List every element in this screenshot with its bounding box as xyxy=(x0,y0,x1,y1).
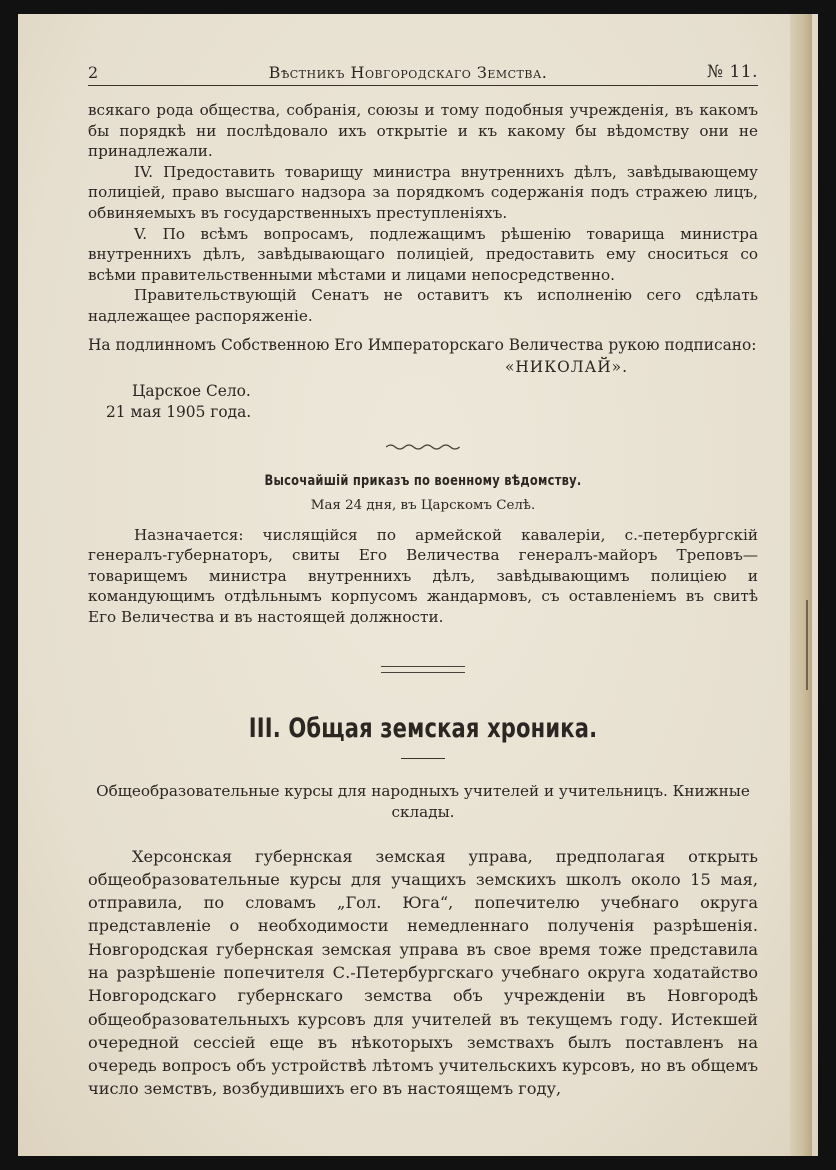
decree-paragraph: IV. Предоставить товарищу министра внутреннихъ дѣлъ, завѣдывающему полиціей, право высшаго надзора за порядкомъ содержанія подъ стражею лицъ, обвиняемыхъ въ государственныхъ преступленіяхъ. xyxy=(88,162,758,222)
signature-name: «НИКОЛАЙ». xyxy=(504,357,628,376)
issue-number: № 11. xyxy=(706,62,758,82)
page-number: 2 xyxy=(88,63,99,82)
decree-paragraph: Правительствующій Сенатъ не оставитъ къ исполненію сего сдѣлать надлежащее распоряженіе. xyxy=(88,286,758,325)
wavy-ornament xyxy=(386,443,460,451)
page-fold-mark xyxy=(806,600,808,690)
chronicle-paragraph: Херсонская губернская земская управа, предполагая открыть общеобразовательные курсы для учащихъ земскихъ школъ около 15 мая, отправила, по словамъ „Гол. Юга“, попечителю учебнаго округа представленіе о необходимости немедленнаго полученія разрѣшенія. Новгородская губернская земская управа въ свое время тоже представила на разрѣшеніе попечителя С.-Петербургскаго учебнаго округа ходатайство Новгородскаго губернскаго земства объ учрежденіи въ Новгородѣ общеобразовательныхъ курсовъ для учителей въ текущемъ году. Истекшей очередной сессіей еще въ нѣкоторыхъ земствахъ былъ поставленъ на очередь вопросъ объ устройствѣ лѣтомъ учительскихъ курсовъ, но въ общемъ число земствъ, возбудившихъ его въ настоящемъ году, xyxy=(88,846,758,1099)
decree-text xyxy=(88,100,758,327)
page-edge xyxy=(790,14,812,1156)
title-underline xyxy=(401,758,445,759)
signature-line: На подлинномъ Собственною Его Императорскаго Величества рукою подписано: xyxy=(88,335,757,354)
section-divider xyxy=(381,666,465,673)
order-title: Высочайшій приказъ по военному вѣдомству. xyxy=(264,472,582,489)
decree-place: Царское Село. xyxy=(132,381,251,400)
journal-title: Вѣстникъ Новгородскаго Земства. xyxy=(268,63,548,82)
decree-paragraph: всякаго рода общества, собранія, союзы и тому подобныя учрежденія, въ какомъ бы порядкѣ ни послѣдовало ихъ открытіе и къ какому бы вѣдомству они не принадлежали. xyxy=(88,101,758,161)
chronicle-text xyxy=(88,845,758,1101)
header-rule xyxy=(88,85,758,86)
order-body: Назначается: числящійся по армейской кавалеріи, с.-петербургскій генералъ-губернаторъ, свиты Его Величества генералъ-майоръ Треповъ—товарищемъ министра внутреннихъ дѣлъ, завѣдывающимъ полиціею и командующимъ отдѣльнымъ корпусомъ жандармовъ, съ оставленіемъ въ свитѣ Его Величества и въ настоящей должности. xyxy=(88,525,758,626)
page-content xyxy=(88,58,758,1101)
article-subtitle: Общеобразовательные курсы для народныхъ учителей и учительницъ. Книжные склады. xyxy=(96,781,750,821)
running-header xyxy=(88,58,758,82)
order-date: Мая 24 дня, въ Царскомъ Селѣ. xyxy=(310,497,536,513)
section-title: III. Общая земская хроника. xyxy=(248,712,598,744)
decree-date: 21 мая 1905 года. xyxy=(106,402,252,421)
decree-paragraph: V. По всѣмъ вопросамъ, подлежащимъ рѣшенію товарища министра внутреннихъ дѣлъ, завѣдывающаго полиціей, предоставить ему сноситься со всѣми правительственными мѣстами и лицами непосредственно. xyxy=(88,224,758,284)
